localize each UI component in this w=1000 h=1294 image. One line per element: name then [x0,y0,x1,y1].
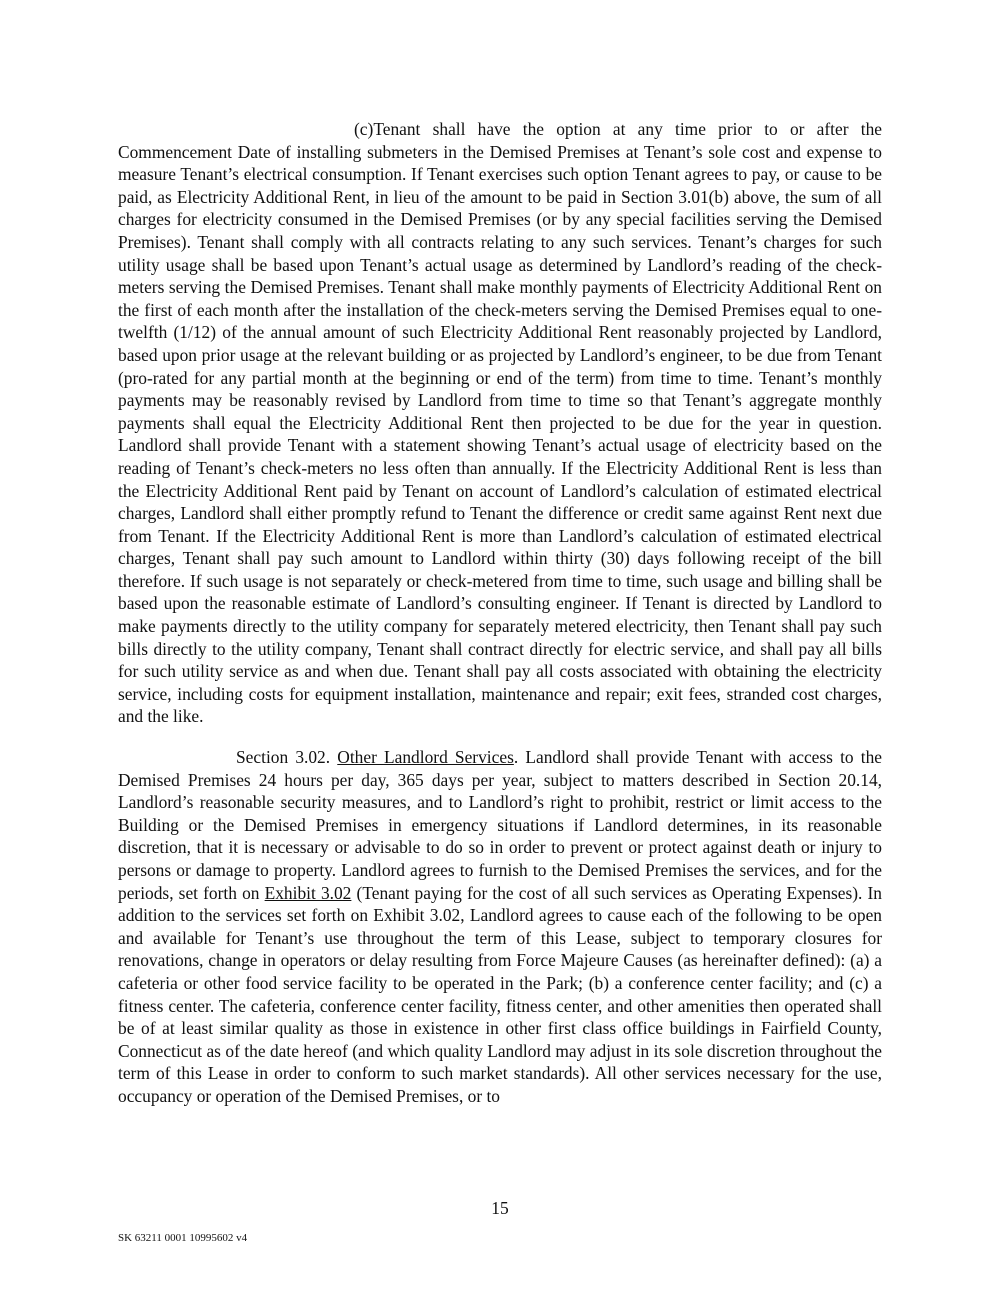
page-number: 15 [491,1198,509,1218]
section-text-part-1: . Landlord shall provide Tenant with access to the Demised Premises 24 hours per day, 365 days per year, subject to matters described in Section 20.14, Landlord’s reasonable security measures, and to Landlord’s right to prohibit, restrict or limit access to the Building or the Demised Premises in emergency situations if Landlord determines, in its reasonable discretion, that it is necessary or advisable to do so in order to prevent or protect against death or injury to persons or damage to property. Landlord agrees to furnish to the Demised Premises the services, and for the periods, set forth on [118,747,882,903]
exhibit-reference: Exhibit 3.02 [264,882,352,903]
section-number: Section 3.02. [236,747,331,768]
paragraph-c [118,118,882,728]
document-id: SK 63211 0001 10995602 v4 [118,1232,248,1244]
paragraph-label: (c) [354,119,374,139]
section-text-part-2: (Tenant paying for the cost of all such services as Operating Expenses). In addition to the services set forth on Exhibit 3.02, Landlord agrees to cause each of the following to be open and available for Tenant’s use throughout the term of this Lease, subject to temporary closures for renovations, change in operators or delay resulting from Force Majeure Causes (as hereinafter defined): (a) a cafeteria or other food service facility to be operated in the Park; (b) a conference center facility; and (c) a fitness center. The cafeteria, conference center facility, fitness center, and other amenities then operated shall be of at least similar quality as those in existence in other first class office buildings in Fairfield County, Connecticut as of the date hereof (and which quality Landlord may adjust in its sole discretion throughout the term of this Lease in order to conform to such market standards). All other services necessary for the use, occupancy or operation of the Demised Premises, or to [118,882,882,1106]
section-heading: Other Landlord Services [337,747,514,768]
paragraph-text: Tenant shall have the option at any time prior to or after the Commencement Date of installing submeters in the Demised Premises at Tenant’s sole cost and expense to measure Tenant’s electrical consumption. If Tenant exercises such option Tenant agrees to pay, or cause to be paid, as Electricity Additional Rent, in lieu of the amount to be paid in Section 3.01(b) above, the sum of all charges for electricity consumed in the Demised Premises (or by any special facilities serving the Demised Premises). Tenant shall comply with all contracts relating to any such services. Tenant’s charges for such utility usage shall be based upon Tenant’s actual usage as determined by Landlord’s reading of the check-meters serving the Demised Premises. Tenant shall make monthly payments of Electricity Additional Rent on the first of each month after the installation of the check-meters serving the Demised Premises equal to one-twelfth (1/12) of the annual amount of such Electricity Additional Rent reasonably projected by Landlord, based upon prior usage at the relevant building or as projected by Landlord’s engineer, to be due from Tenant (pro-rated for any partial month at the beginning or end of the term) from time to time. Tenant’s monthly payments may be reasonably revised by Landlord from time to time so that Tenant’s aggregate monthly payments shall equal the Electricity Additional Rent then projected to be due for the year in question. Landlord shall provide Tenant with a statement showing Tenant’s actual usage of electricity based on the reading of Tenant’s check-meters no less often than annually. If the Electricity Additional Rent is less than the Electricity Additional Rent paid by Tenant on account of Landlord’s calculation of estimated electrical charges, Landlord shall either promptly refund to Tenant the difference or credit same against Rent next due from Tenant. If the Electricity Additional Rent is more than Landlord’s calculation of estimated electrical charges, Tenant shall pay such amount to Landlord within thirty (30) days following receipt of the bill therefore. If such usage is not separately or check-metered from time to time, such usage and billing shall be based upon the reasonable estimate of Landlord’s consulting engineer. If Tenant is directed by Landlord to make payments directly to the utility company for separately metered electricity, then Tenant shall pay such bills directly to the utility company, Tenant shall contract directly for electric service, and shall pay all bills for such utility service as and when due. Tenant shall pay all costs associated with obtaining the electricity service, including costs for equipment installation, maintenance and repair; exit fees, stranded cost charges, and the like. [118,119,882,727]
section-3-02-paragraph [118,746,882,1108]
document-page [118,118,882,1108]
